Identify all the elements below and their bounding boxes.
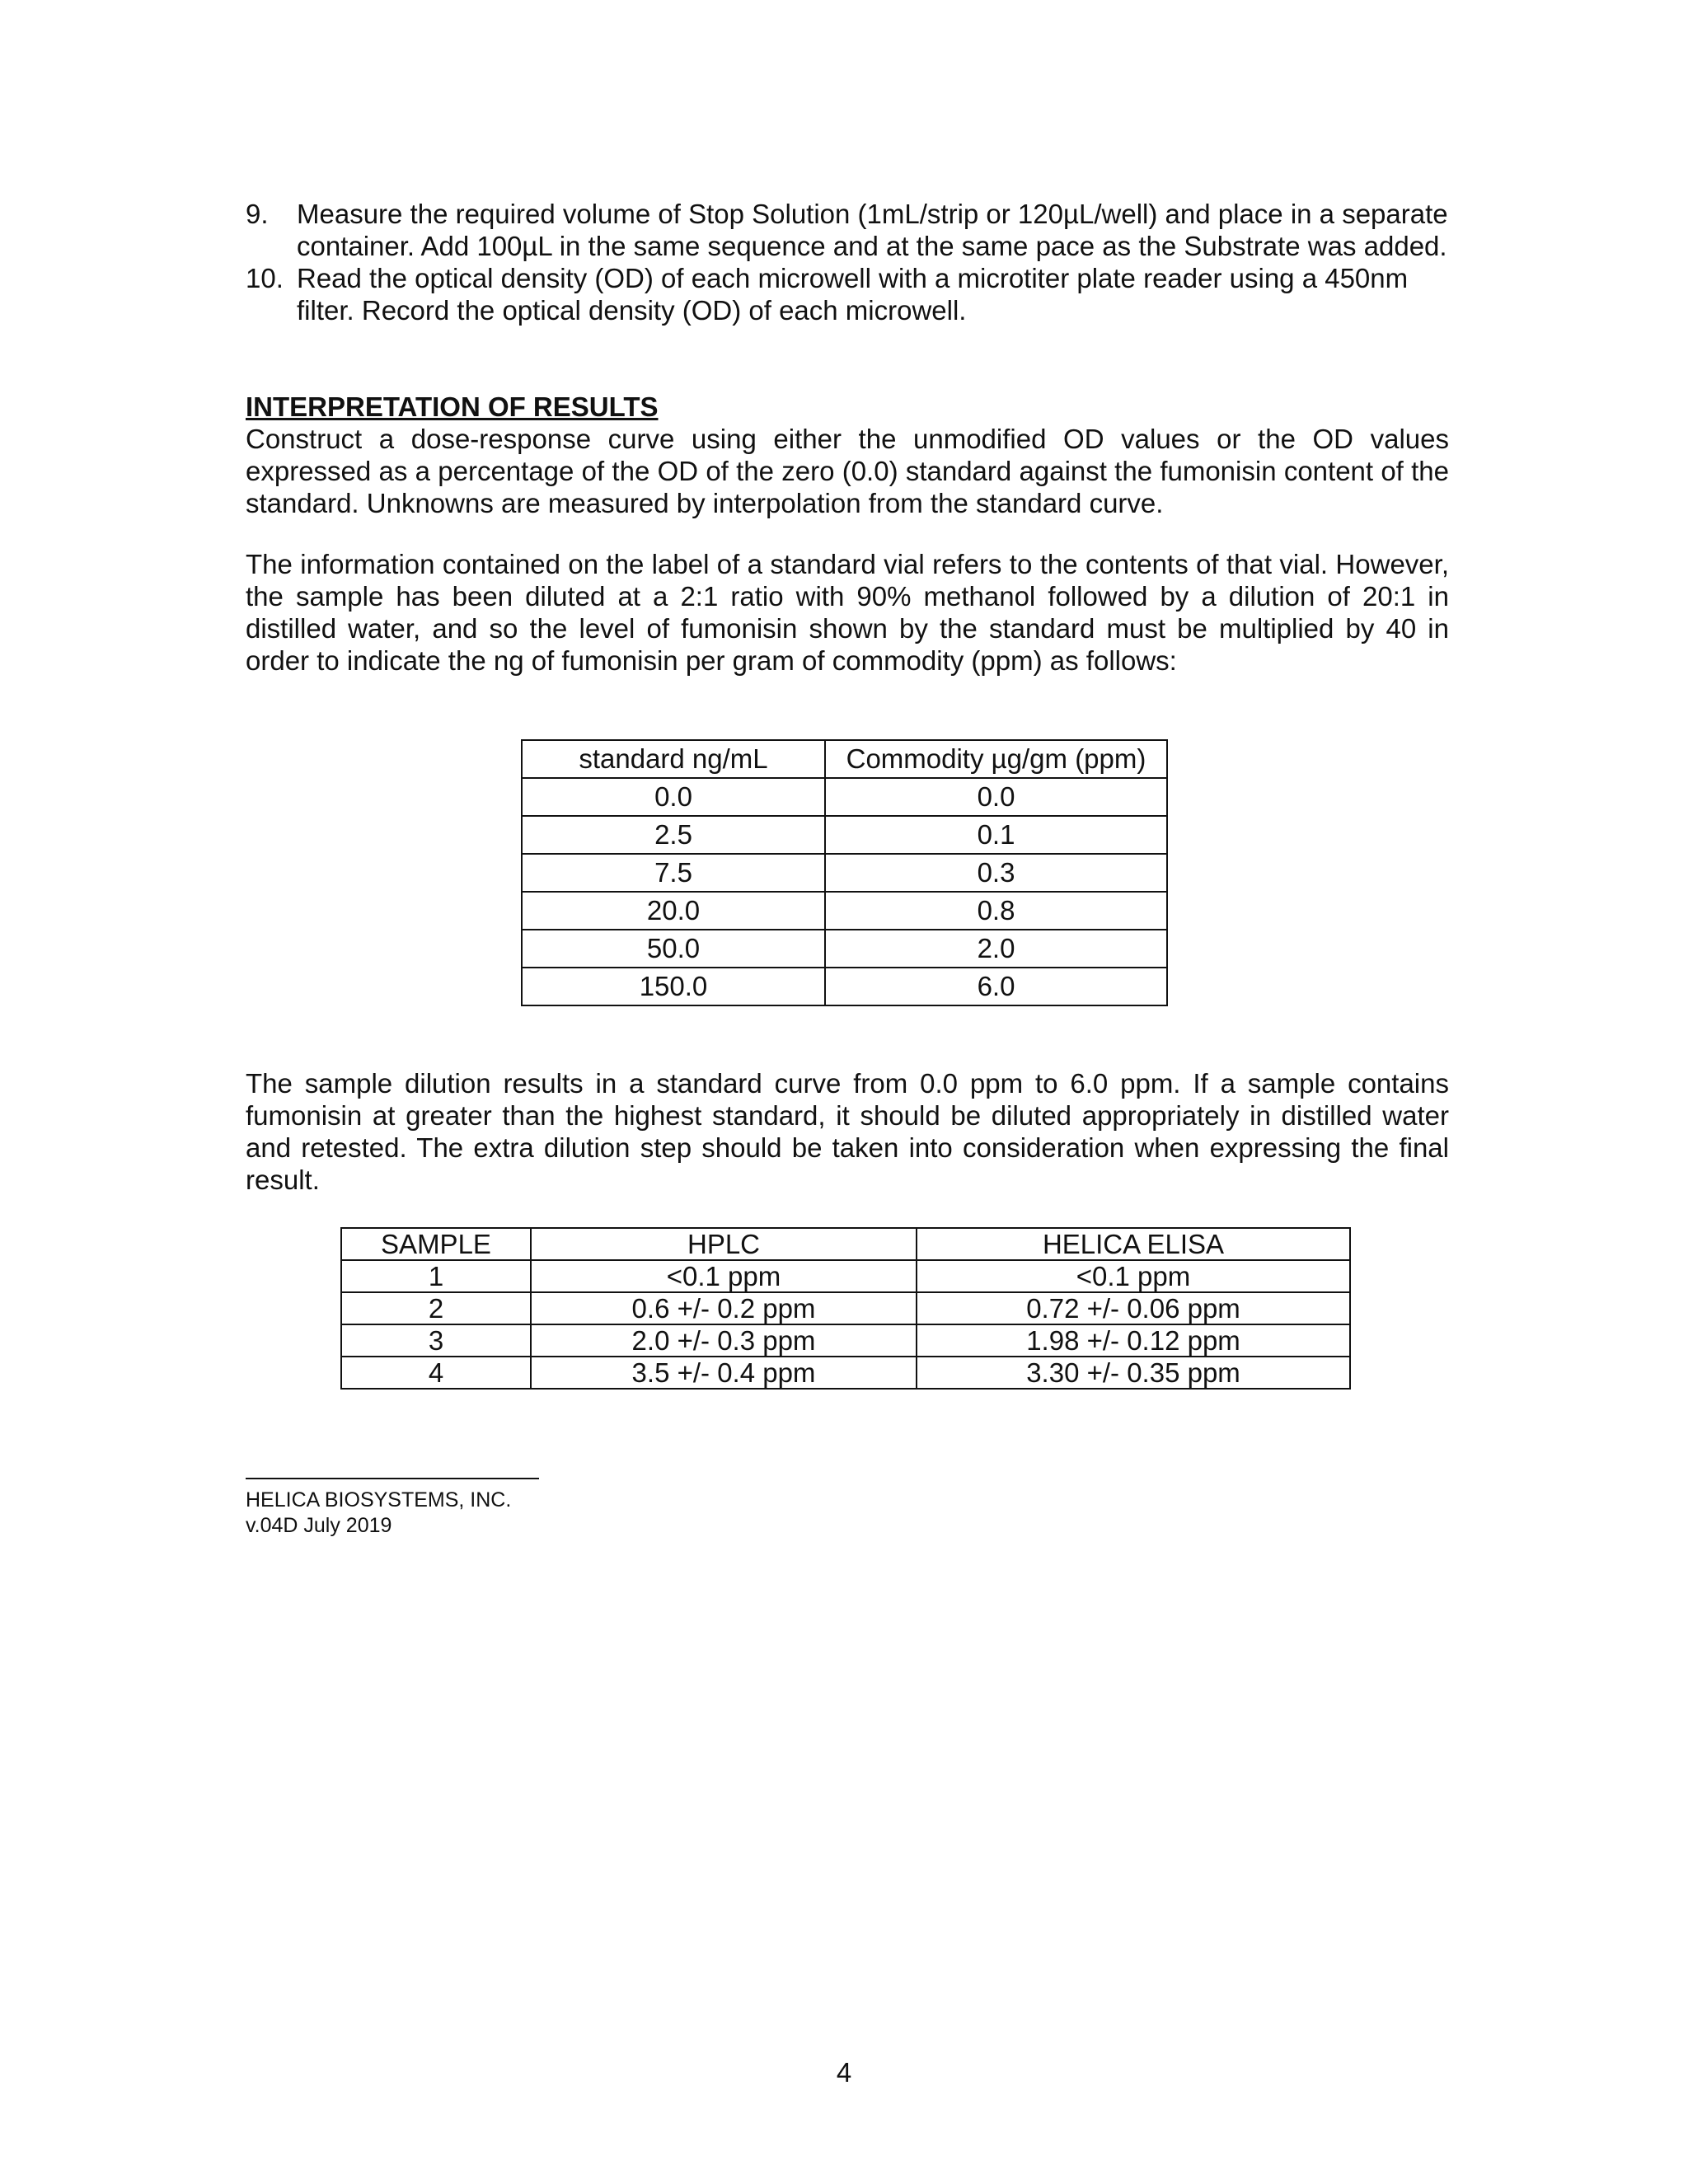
table-cell: 2.5 [522, 816, 825, 854]
table-cell: 4 [341, 1357, 531, 1389]
footer-company: HELICA BIOSYSTEMS, INC. [246, 1488, 512, 1511]
table-cell: 0.1 [825, 816, 1167, 854]
table-cell: 0.8 [825, 892, 1167, 930]
table-cell: 0.3 [825, 854, 1167, 892]
procedure-steps [246, 198, 1449, 326]
table-cell: 3.30 +/- 0.35 ppm [917, 1357, 1350, 1389]
table-cell: 2.0 +/- 0.3 ppm [531, 1324, 917, 1357]
table-row [341, 1260, 1350, 1292]
table-cell: 0.72 +/- 0.06 ppm [917, 1292, 1350, 1324]
table-header-row [341, 1228, 1350, 1260]
table-cell: 6.0 [825, 968, 1167, 1005]
table-row [522, 816, 1167, 854]
standard-conversion-table [521, 739, 1168, 1006]
table-cell: 7.5 [522, 854, 825, 892]
table-header-row [522, 740, 1167, 778]
paragraph-standard-curve: The sample dilution results in a standard curve from 0.0 ppm to 6.0 ppm. If a sample contains fumonisin at greater than the highest standard, it should be diluted appropriately in distilled water and retested. The extra dilution step should be taken into consideration when expressing the final result. [246, 1068, 1449, 1195]
table-row [522, 892, 1167, 930]
table-cell: 1.98 +/- 0.12 ppm [917, 1324, 1350, 1357]
table-cell: 2.0 [825, 930, 1167, 968]
sample-comparison-table [340, 1227, 1351, 1390]
table-cell: 3 [341, 1324, 531, 1357]
section-heading: INTERPRETATION OF RESULTS [246, 391, 659, 422]
footer-divider [246, 1478, 539, 1479]
table-header-cell: HPLC [531, 1228, 917, 1260]
step-item [246, 198, 1449, 262]
table-row [341, 1324, 1350, 1357]
table-row [522, 854, 1167, 892]
page-number: 4 [836, 2057, 852, 2088]
table-cell: 0.0 [825, 778, 1167, 816]
paragraph-dilution-info: The information contained on the label of a standard vial refers to the contents of that vial. However, the sample has been diluted at a 2:1 ratio with 90% methanol followed by a dilution of 20:1 in distilled water, and so the level of fumonisin shown by the standard must be multiplied by 40 in order to indicate the ng of fumonisin per gram of commodity (ppm) as follows: [246, 549, 1449, 676]
table-cell: 0.6 +/- 0.2 ppm [531, 1292, 917, 1324]
table-cell: 50.0 [522, 930, 825, 968]
step-text: Read the optical density (OD) of each microwell with a microtiter plate reader using a 450nm filter. Record the optical density (OD) of each microwell. [297, 263, 1409, 326]
table-row [341, 1292, 1350, 1324]
table-header-cell: Commodity µg/gm (ppm) [825, 740, 1167, 778]
table-header-cell: standard ng/mL [522, 740, 825, 778]
table-cell: 2 [341, 1292, 531, 1324]
step-text: Measure the required volume of Stop Solution (1mL/strip or 120µL/well) and place in a separate container. Add 100µL in the same sequence and at the same pace as the Substrate was added. [297, 199, 1448, 261]
table-header-cell: SAMPLE [341, 1228, 531, 1260]
table-row [522, 930, 1167, 968]
table-cell: 1 [341, 1260, 531, 1292]
table-row [522, 968, 1167, 1005]
table-cell: 0.0 [522, 778, 825, 816]
step-item [246, 262, 1449, 326]
table-row [522, 778, 1167, 816]
table-cell: <0.1 ppm [531, 1260, 917, 1292]
table-cell: 150.0 [522, 968, 825, 1005]
step-number: 10. [246, 263, 284, 293]
paragraph-dose-response: Construct a dose-response curve using either the unmodified OD values or the OD values expressed as a percentage of the OD of the zero (0.0) standard against the fumonisin content of the standard. Unknowns are measured by interpolation from the standard curve. [246, 424, 1449, 518]
footer [246, 1488, 511, 1539]
footer-version: v.04D July 2019 [246, 1514, 392, 1537]
step-number: 9. [246, 199, 269, 229]
table-cell: 20.0 [522, 892, 825, 930]
table-cell: <0.1 ppm [917, 1260, 1350, 1292]
table-header-cell: HELICA ELISA [917, 1228, 1350, 1260]
table-cell: 3.5 +/- 0.4 ppm [531, 1357, 917, 1389]
table-row [341, 1357, 1350, 1389]
